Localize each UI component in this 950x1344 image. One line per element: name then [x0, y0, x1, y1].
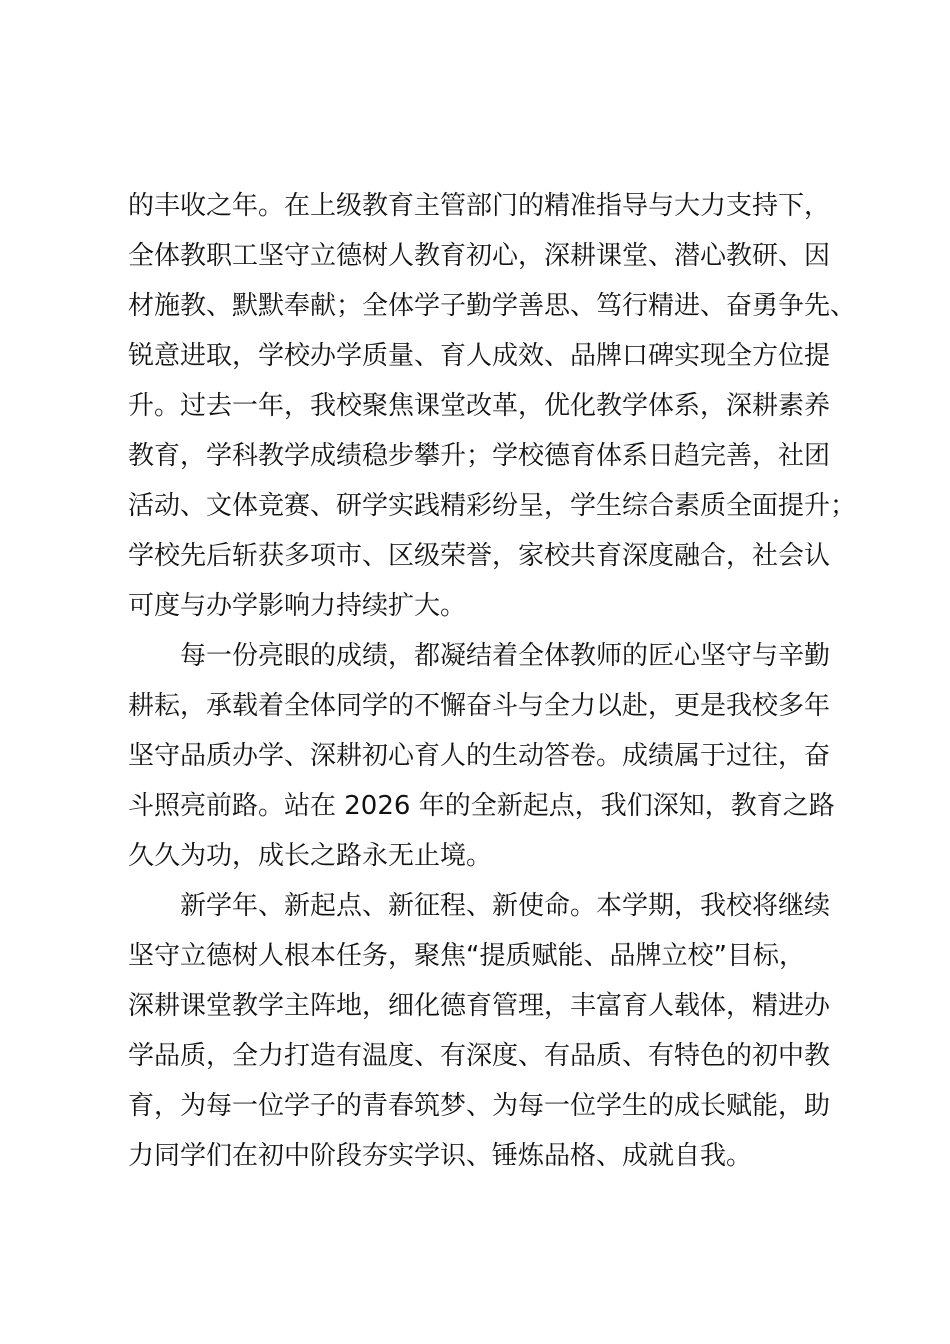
text-line: 锐意进取，学校办学质量、育人成效、品牌口碑实现全方位提 [128, 341, 831, 371]
text-line: 材施教、默默奉献；全体学子勤学善思、笃行精进、奋勇争先、 [128, 291, 857, 321]
paragraph-3 [128, 881, 848, 1181]
paragraph-1 [128, 181, 857, 631]
text-line: 坚守品质办学、深耕初心育人的生动答卷。成绩属于过往，奋 [128, 741, 831, 771]
text-line: 可度与办学影响力持续扩大。 [128, 591, 467, 621]
text-line: 全体教职工坚守立德树人教育初心，深耕课堂、潜心教研、因 [128, 241, 831, 271]
body-text [128, 181, 857, 1181]
text-line: 深耕课堂教学主阵地，细化德育管理，丰富育人载体，精进办 [128, 991, 831, 1021]
text-line: 每一份亮眼的成绩，都凝结着全体教师的匠心坚守与辛勤 [180, 641, 831, 671]
text-line: 教育，学科教学成绩稳步攀升；学校德育体系日趋完善，社团 [128, 441, 831, 471]
paragraph-2 [128, 631, 848, 881]
text-line: 力同学们在初中阶段夯实学识、锤炼品格、成就自我。 [128, 1141, 753, 1171]
text-line: 久久为功，成长之路永无止境。 [128, 841, 493, 871]
text-line: 学品质，全力打造有温度、有深度、有品质、有特色的初中教 [128, 1041, 831, 1071]
text-line: 学校先后斩获多项市、区级荣誉，家校共育深度融合，社会认 [128, 541, 831, 571]
text-line: 的丰收之年。在上级教育主管部门的精准指导与大力支持下， [128, 191, 831, 221]
text-line: 升。过去一年，我校聚焦课堂改革，优化教学体系，深耕素养 [128, 391, 831, 421]
text-line: 育，为每一位学子的青春筑梦、为每一位学生的成长赋能，助 [128, 1091, 831, 1121]
text-line: 活动、文体竞赛、研学实践精彩纷呈，学生综合素质全面提升； [128, 491, 857, 521]
text-line: 耕耘，承载着全体同学的不懈奋斗与全力以赴，更是我校多年 [128, 691, 831, 721]
text-line: 坚守立德树人根本任务，聚焦“提质赋能、品牌立校”目标， [128, 941, 805, 971]
text-line: 新学年、新起点、新征程、新使命。本学期，我校将继续 [180, 891, 831, 921]
text-line: 斗照亮前路。站在 2026 年的全新起点，我们深知，教育之路 [128, 791, 835, 821]
